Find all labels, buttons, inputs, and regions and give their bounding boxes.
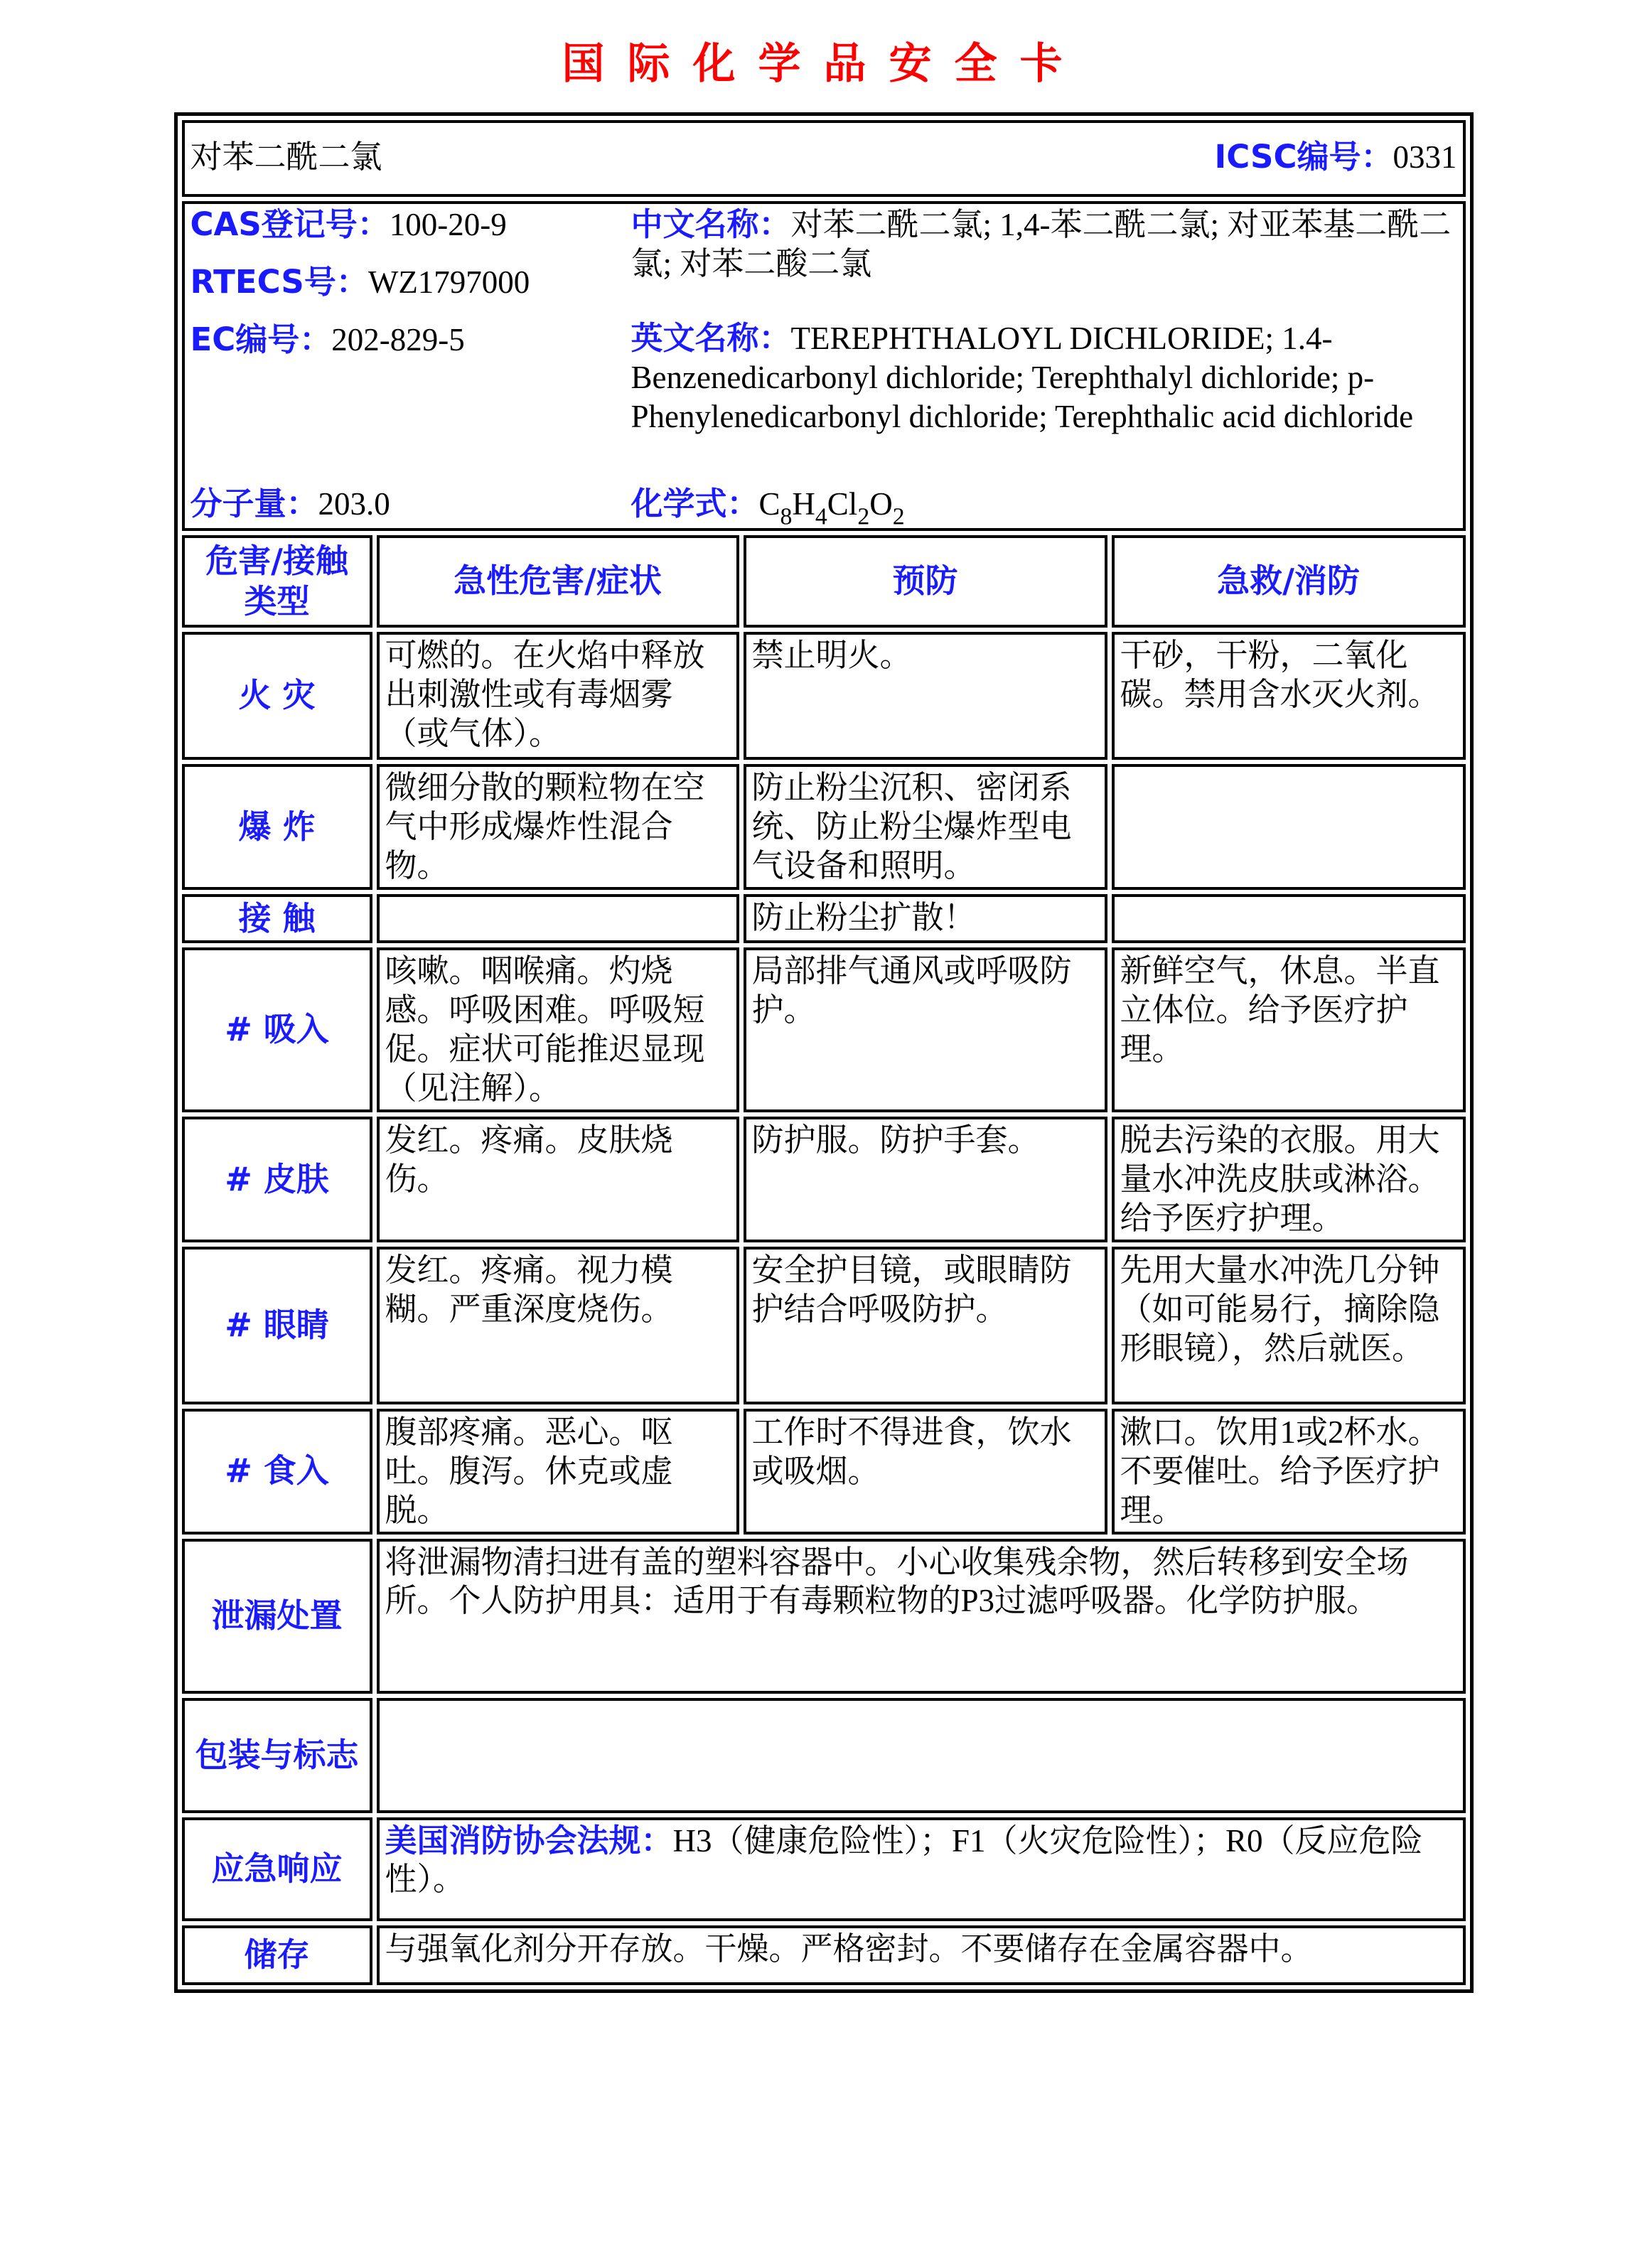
row-label-fire: 火 灾 — [182, 632, 372, 760]
rtecs-label: RTECS号： — [190, 262, 368, 301]
cell-explosion-prevention: 防止粉尘沉积、密闭系统、防止粉尘爆炸型电气设备和照明。 — [744, 764, 1107, 890]
row-label-ingestion: # 食入 — [182, 1409, 372, 1535]
icsc-label: ICSC编号： — [1214, 137, 1393, 176]
cell-inhalation-symptoms: 咳嗽。咽喉痛。灼烧感。呼吸困难。呼吸短促。症状可能推迟显现（见注解）。 — [377, 947, 739, 1112]
formula-block — [631, 485, 1457, 530]
page-title: 国际化学品安全卡 — [562, 39, 1085, 89]
cell-emergency-text — [377, 1817, 1466, 1921]
chinese-name-value: 对苯二酰二氯; 1,4-苯二酰二氯; 对亚苯基二酰二氯; 对苯二酸二氯 — [631, 207, 1452, 281]
table-row — [182, 764, 1466, 890]
cell-explosion-symptoms: 微细分散的颗粒物在空气中形成爆炸性混合物。 — [377, 764, 739, 890]
table-row — [182, 894, 1466, 944]
formula-value: $C_8H_4Cl_2O_2$ — [758, 486, 905, 530]
cell-explosion-first-aid — [1112, 764, 1466, 890]
table-row — [182, 1247, 1466, 1404]
nfpa-value: H3（健康危险性）；F1（火灾危险性）；R0（反应危险性）。 — [385, 1822, 1423, 1898]
ec-label: EC编号： — [190, 320, 332, 358]
substance-name: 对苯二酰二氯 — [190, 139, 382, 175]
cas-value: 100-20-9 — [389, 207, 507, 242]
row-label-exposure: 接 触 — [182, 894, 372, 944]
table-row — [182, 632, 1466, 760]
cell-eyes-symptoms: 发红。疼痛。视力模糊。严重深度烧伤。 — [377, 1247, 739, 1404]
chinese-name-label: 中文名称： — [631, 205, 791, 243]
cell-storage-text: 与强氧化剂分开存放。干燥。严格密封。不要储存在金属容器中。 — [377, 1925, 1466, 1985]
header-first-aid: 急救/消防 — [1112, 535, 1466, 628]
row-label-storage: 储存 — [182, 1925, 372, 1985]
cell-skin-symptoms: 发红。疼痛。皮肤烧伤。 — [377, 1117, 739, 1242]
table-row — [182, 947, 1466, 1112]
row-label-explosion: 爆 炸 — [182, 764, 372, 890]
cell-skin-prevention: 防护服。防护手套。 — [744, 1117, 1107, 1242]
table-row — [182, 1925, 1466, 1985]
cell-inhalation-prevention: 局部排气通风或呼吸防护。 — [744, 947, 1107, 1112]
name-cell — [182, 120, 1466, 197]
cell-ingestion-prevention: 工作时不得进食，饮水或吸烟。 — [744, 1409, 1107, 1535]
table-row — [182, 1539, 1466, 1694]
cell-exposure-symptoms — [377, 894, 739, 944]
english-name-value: TEREPHTHALOYL DICHLORIDE; 1.4-Benzenedicarbonyl dichloride; Terephthalyl dichloride; p-Phenylenedicarbonyl dichloride; Terephthalic acid dichloride — [631, 320, 1414, 434]
molweight-line — [191, 485, 631, 524]
row-label-inhalation: # 吸入 — [182, 947, 372, 1112]
icsc-table — [174, 112, 1474, 1993]
table-row — [182, 1817, 1466, 1921]
table-row — [182, 201, 1466, 531]
cell-fire-symptoms: 可燃的。在火焰中释放出刺激性或有毒烟雾（或气体）。 — [377, 632, 739, 760]
registry-numbers — [191, 205, 631, 524]
row-label-spillage: 泄漏处置 — [182, 1539, 372, 1694]
row-label-packaging: 包装与标志 — [182, 1698, 372, 1813]
cell-inhalation-first-aid: 新鲜空气，休息。半直立体位。给予医疗护理。 — [1112, 947, 1466, 1112]
cell-exposure-prevention: 防止粉尘扩散！ — [744, 894, 1107, 944]
table-row — [182, 1698, 1466, 1813]
table-row — [182, 1409, 1466, 1535]
molweight-label: 分子量： — [190, 485, 318, 523]
ec-line — [191, 321, 631, 360]
cell-packaging-text — [377, 1698, 1466, 1813]
formula-label: 化学式： — [631, 485, 759, 523]
chinese-name-block — [631, 205, 1457, 284]
table-row — [182, 1117, 1466, 1242]
table-row — [182, 120, 1466, 197]
cell-exposure-first-aid — [1112, 894, 1466, 944]
header-acute-symptoms: 急性危害/症状 — [377, 535, 739, 628]
cell-fire-first-aid: 干砂，干粉，二氧化碳。禁用含水灭火剂。 — [1112, 632, 1466, 760]
cas-line — [191, 205, 631, 244]
row-label-skin: # 皮肤 — [182, 1117, 372, 1242]
row-label-emergency: 应急响应 — [182, 1817, 372, 1921]
cas-label: CAS登记号： — [190, 205, 390, 243]
cell-spillage-text: 将泄漏物清扫进有盖的塑料容器中。小心收集残余物，然后转移到安全场所。个人防护用具：适用于有毒颗粒物的P3过滤呼吸器。化学防护服。 — [377, 1539, 1466, 1694]
icsc-number-group — [1214, 138, 1456, 177]
cell-eyes-first-aid: 先用大量水冲洗几分钟（如可能易行，摘除隐形眼镜），然后就医。 — [1112, 1247, 1466, 1404]
rtecs-value: WZ1797000 — [368, 264, 530, 300]
rtecs-line — [191, 263, 631, 302]
chemical-names — [631, 205, 1457, 530]
cell-eyes-prevention: 安全护目镜，或眼睛防护结合呼吸防护。 — [744, 1247, 1107, 1404]
nfpa-label: 美国消防协会法规： — [385, 1821, 673, 1859]
english-name-label: 英文名称： — [631, 318, 791, 357]
ec-value: 202-829-5 — [331, 321, 465, 358]
row-label-eyes: # 眼睛 — [182, 1247, 372, 1404]
cell-ingestion-symptoms: 腹部疼痛。恶心。呕吐。腹泻。休克或虚脱。 — [377, 1409, 739, 1535]
icsc-number: 0331 — [1393, 139, 1457, 175]
header-hazard-type: 危害/接触类型 — [182, 535, 372, 628]
molweight-value: 203.0 — [318, 486, 390, 522]
english-name-block — [631, 319, 1457, 436]
cell-fire-prevention: 禁止明火。 — [744, 632, 1107, 760]
cell-skin-first-aid: 脱去污染的衣服。用大量水冲洗皮肤或淋浴。给予医疗护理。 — [1112, 1117, 1466, 1242]
header-prevention: 预防 — [744, 535, 1107, 628]
table-header-row — [182, 535, 1466, 628]
identifiers-cell — [182, 201, 1466, 531]
cell-ingestion-first-aid: 漱口。饮用1或2杯水。不要催吐。给予医疗护理。 — [1112, 1409, 1466, 1535]
